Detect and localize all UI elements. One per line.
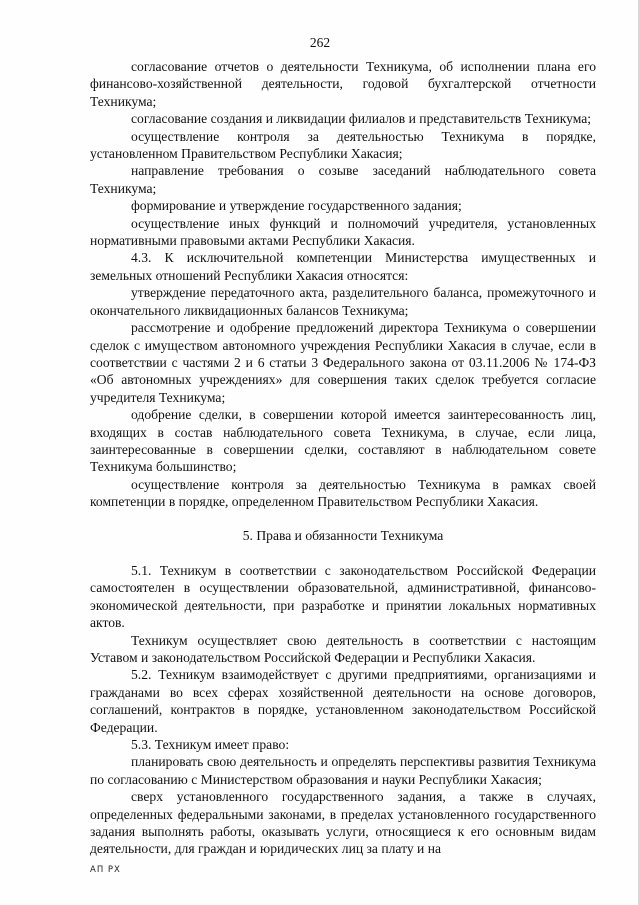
paragraph: осуществление контроля за деятельностью Техникума в рамках своей компетенции в порядке, определенном Правительством Республики Хакасия. (90, 476, 596, 510)
paragraph: согласование создания и ликвидации филиалов и представительств Техникума; (131, 111, 592, 127)
document-body (90, 58, 596, 858)
paragraph: формирование и утверждение государственного задания; (131, 198, 462, 214)
paragraph: 4.3. К исключительной компетенции Министерства имущественных и земельных отношений Республики Хакасия относятся: (90, 250, 596, 283)
paragraph: 5.2. Техникум взаимодействует с другими предприятиями, организациями и гражданами во всех сферах хозяйственной деятельности на основе договоров, соглашений, контрактов в порядке, установленном законодательством Российской Федерации. (90, 667, 596, 735)
paragraph: рассмотрение и одобрение предложений директора Техникума о совершении сделок с имуществом автономного учреждения Республики Хакасия в случае, если в соответствии с частями 2 и 6 статьи 3 Федерального закона от 03.11.2006 № 174-ФЗ «Об автономных учреждениях» для совершения таких сделок требуется согласие учредителя Техникума; (90, 320, 596, 405)
paragraph: Техникум осуществляет свою деятельность в соответствии с настоящим Уставом и законодательством Российской Федерации и Республики Хакасия. (90, 632, 596, 665)
section-heading: 5. Права и обязанности Техникума (242, 527, 444, 543)
paragraph: планировать свою деятельность и определять перспективы развития Техникума по согласованию с Министерством образования и науки Республики Хакасия; (90, 754, 596, 787)
paragraph: осуществление контроля за деятельностью Техникума в порядке, установленном Правительством Республики Хакасия; (90, 128, 596, 162)
paragraph: 5.3. Техникум имеет право: (131, 737, 290, 753)
page-number: 262 (309, 35, 331, 50)
paragraph: согласование отчетов о деятельности Техникума, об исполнении плана его финансово-хозяйственной деятельности, годовой бухгалтерской отчетности Техникума; (90, 59, 596, 109)
paragraph: осуществление иных функций и полномочий учредителя, установленных нормативными правовыми актами Республики Хакасия. (90, 215, 596, 249)
paragraph: одобрение сделки, в совершении которой имеется заинтересованность лиц, входящих в состав наблюдательного совета Техникума, в случае, если лица, заинтересованные в совершении сделки, составляют в наблюдательном совете Техникума большинство; (90, 407, 596, 475)
paragraph: утверждение передаточного акта, разделительного баланса, промежуточного и окончательного ликвидационных балансов Техникума; (90, 285, 596, 318)
footer-mark: АП РХ (90, 865, 121, 875)
paragraph: 5.1. Техникум в соответствии с законодательством Российской Федерации самостоятелен в осуществлении образовательной, административной, финансово-экономической деятельности, при разработке и принятии локальных нормативных актов. (90, 562, 596, 631)
paragraph: направление требования о созыве заседаний наблюдательного совета Техникума; (90, 163, 596, 196)
paragraph: сверх установленного государственного задания, а также в случаях, определенных федеральными законами, в пределах установленного государственного задания выполнять работы, оказывать услуги, относящиеся к его основным видам деятельности, для граждан и юридических лиц за плату и на (90, 789, 596, 857)
